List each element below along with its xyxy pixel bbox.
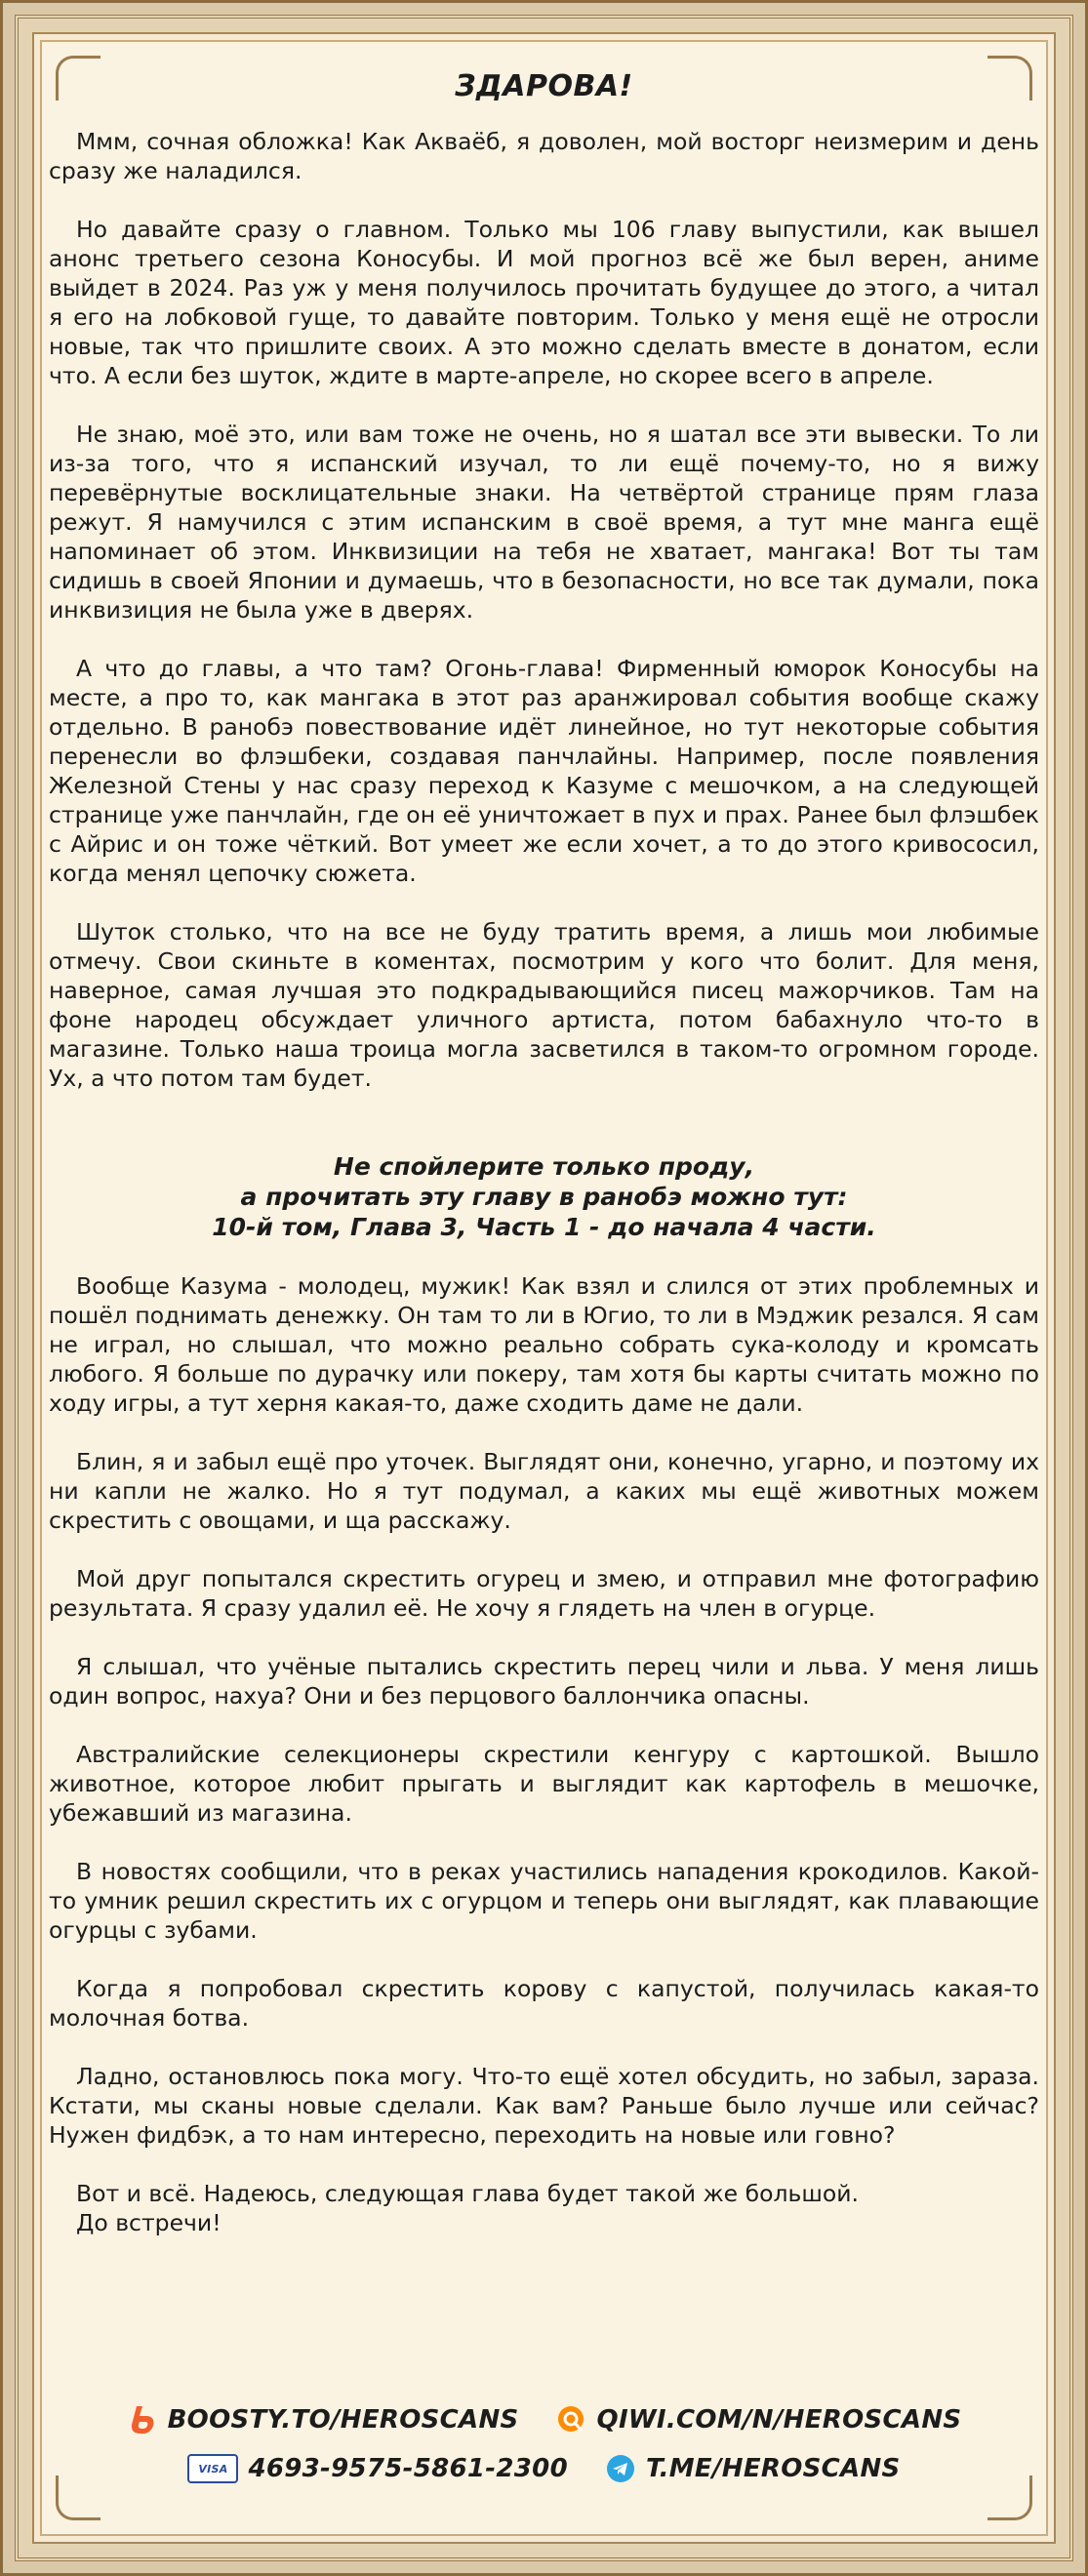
paragraph: Блин, я и забыл ещё про уточек. Выглядят они, конечно, угарно, и поэтому их ни капли не жалко. Но я тут подумал, а каких мы ещё животных можем скрестить с овощами, и ща расскажу. — [49, 1448, 1039, 1534]
note-line: 10-й том, Глава 3, Часть 1 - до начала 4 части. — [212, 1213, 876, 1241]
telegram-link[interactable] — [605, 2453, 901, 2484]
qiwi-link[interactable] — [556, 2404, 962, 2435]
boosty-icon — [127, 2404, 158, 2435]
paragraph: Ммм, сочная обложка! Как Акваёб, я доволен, мой восторг неизмерим и день сразу же наладился. — [49, 128, 1039, 184]
letter-content — [49, 39, 1039, 2267]
paragraph: Шуток столько, что на все не буду тратить время, а лишь мои любимые отмечу. Свои скиньте в коментах, посмотрим у кого что болит. Для меня, наверное, самая лучшая это подкрадывающийся писец мажорчиков. Там на фоне народец обсуждает уличного артиста, потом бабахнуло что-то в магазине. Только наша троица могла засветился в таком-то огромном городе. Ух, а что потом там будет. — [49, 918, 1039, 1092]
paragraph: Когда я попробовал скрестить корову с капустой, получилась какая-то молочная ботва. — [49, 1975, 1039, 2032]
qiwi-link-text: QIWI.COM/N/HEROSCANS — [596, 2405, 962, 2435]
card-number — [187, 2454, 568, 2483]
paragraph: В новостях сообщили, что в реках участились нападения крокодилов. Какой-то умник решил скрестить их с огурцом и теперь они выглядят, как плавающие огурцы с зубами. — [49, 1858, 1039, 1944]
note-line: Не спойлерите только проду, — [333, 1152, 755, 1181]
paragraph: Не знаю, моё это, или вам тоже не очень, но я шатал все эти вывески. То ли из-за того, что я испанский изучал, то ли ещё почему-то, но я вижу перевёрнутые восклицательные знаки. На четвёртой странице прям глаза режут. Я намучился с этим испанским в своё время, а тут мне манга ещё напоминает об этом. Инквизиции на тебя не хватает, мангака! Вот ты там сидишь в своей Японии и думаешь, что в безопасности, но все так думали, пока инквизиция не была уже в дверях. — [49, 421, 1039, 624]
paragraph: Ладно, остановлюсь пока могу. Что-то ещё хотел обсудить, но забыл, зараза. Кстати, мы сканы новые сделали. Как вам? Раньше было лучше или сейчас? Нужен фидбэк, а то нам интересно, переходить на новые или говно? — [49, 2063, 1039, 2149]
note-line: а прочитать эту главу в ранобэ можно тут: — [240, 1183, 848, 1211]
paragraph: Я слышал, что учёные пытались скрестить перец чили и льва. У меня лишь один вопрос, нахуа? Они и без перцового баллончика опасны. — [49, 1653, 1039, 1710]
paragraph: Австралийские селекционеры скрестили кенгуру с картошкой. Вышло животное, которое любит прыгать и выглядит как картофель в мешочке, убежавший из магазина. — [49, 1741, 1039, 1827]
boosty-link[interactable] — [127, 2404, 519, 2435]
boosty-link-text: BOOSTY.TO/HEROSCANS — [167, 2405, 519, 2435]
signoff — [49, 2179, 1039, 2237]
page-title: ЗДАРОВА! — [455, 69, 633, 103]
visa-card-icon: VISA — [187, 2454, 238, 2483]
qiwi-icon — [556, 2404, 587, 2435]
telegram-icon — [605, 2453, 636, 2484]
paragraph: А что до главы, а что там? Огонь-глава! Фирменный юморок Коносубы на месте, а про то, как мангака в этот раз аранжировал события вообще скажу отдельно. В ранобэ повествование идёт линейное, но тут некоторые события перенесли во флэшбеки, создавая панчлайны. Например, после появления Железной Стены у нас сразу переход к Казуме с мешочком, а на следующей странице уже панчлайн, где он её уничтожает в пух и прах. Ранее был флэшбек с Айрис и он тоже чёткий. Вот умеет же если хочет, а то до этого кривососил, когда менял цепочку сюжета. — [49, 655, 1039, 887]
links-row — [0, 2395, 1088, 2444]
signoff-line: До встречи! — [76, 2209, 222, 2236]
telegram-link-text: T.ME/HEROSCANS — [645, 2454, 901, 2483]
links-row — [0, 2444, 1088, 2493]
paragraph: Мой друг попытался скрестить огурец и змею, и отправил мне фотографию результата. Я сразу удалил её. Не хочу я глядеть на член в огурце. — [49, 1565, 1039, 1622]
signoff-line: Вот и всё. Надеюсь, следующая глава будет такой же большой. — [76, 2180, 859, 2207]
support-links — [0, 2395, 1088, 2493]
card-number-text: 4693-9575-5861-2300 — [248, 2454, 568, 2483]
paragraph: Но давайте сразу о главном. Только мы 106 главу выпустили, как вышел анонс третьего сезона Коносубы. И мой прогноз всё же был верен, аниме выйдет в 2024. Раз уж у меня получилось прочитать будущее до этого, а читал я его на лобковой гуще, то давайте повторим. Только у меня ещё не отросли новые, так что пришлите своих. А это можно сделать вместе в донатом, если что. А если без шуток, ждите в марте-апреле, но скорее всего в апреле. — [49, 216, 1039, 389]
spoiler-note — [49, 1151, 1039, 1242]
paragraph: Вообще Казума - молодец, мужик! Как взял и слился от этих проблемных и пошёл поднимать денежку. Он там то ли в Югио, то ли в Мэджик резался. Я сам не играл, но слышал, что можно реально собрать сука-колоду и кромсать любого. Я больше по дурачку или покеру, там хотя бы карты считать можно по ходу игры, а тут херня какая-то, даже сходить даме не дали. — [49, 1272, 1039, 1417]
